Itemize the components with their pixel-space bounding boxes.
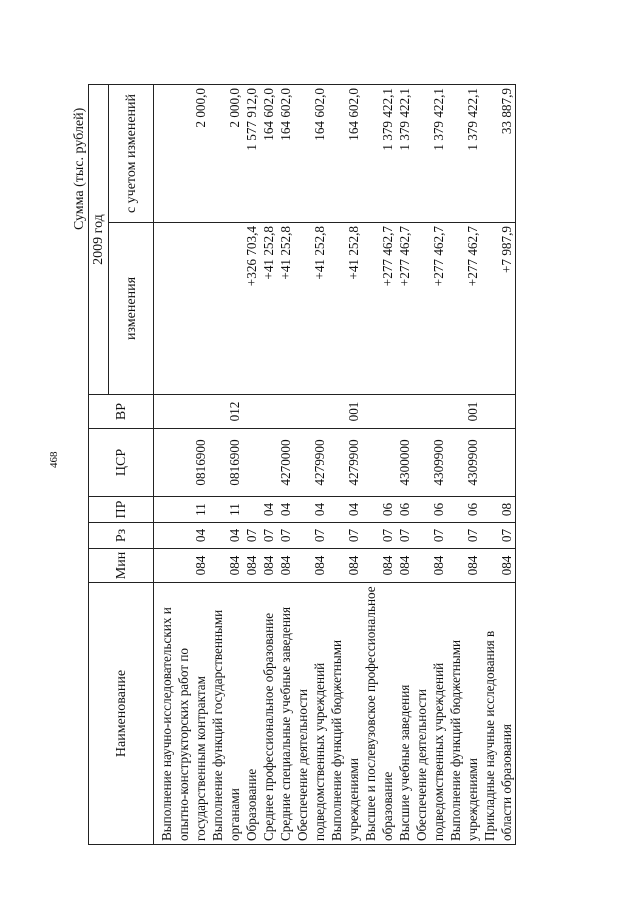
cell-total: 164 602,0 [277,85,294,223]
cell-rz: 07 [362,523,396,549]
cell-name: Высшее и послевузовское профессиональное образование [362,583,396,845]
table-row [328,85,362,845]
cell-vr [277,395,294,429]
table-row [154,85,210,845]
table-row [277,85,294,845]
cell-change: +277 462,7 [396,223,413,395]
cell-vr: 001 [328,395,362,429]
cell-total: 1 577 912,0 [243,85,260,223]
cell-name: Обеспечение деятельности подведомственных учреждений [294,583,328,845]
cell-min: 084 [260,549,277,583]
header-name: Наименование [89,583,154,845]
cell-min: 084 [277,549,294,583]
cell-csr: 4279900 [294,429,328,497]
cell-pr: 06 [413,497,447,523]
cell-name: Выполнение функций бюджетными учреждениями [328,583,362,845]
table-header [89,85,154,845]
cell-vr [154,395,210,429]
cell-csr [243,429,260,497]
cell-change: +41 252,8 [294,223,328,395]
cell-rz: 07 [277,523,294,549]
header-year: 2009 год [89,85,109,395]
cell-rz: 07 [481,523,516,549]
cell-csr: 4279900 [328,429,362,497]
table-row [260,85,277,845]
cell-rz: 07 [260,523,277,549]
unit-caption: Сумма (тыс. рублей) [72,107,87,230]
cell-vr [362,395,396,429]
table-row [209,85,243,845]
cell-name: Прикладные научные исследования в области образования [481,583,516,845]
cell-rz: 04 [209,523,243,549]
cell-total: 164 602,0 [294,85,328,223]
header-change: изменения [109,223,154,395]
cell-pr: 06 [447,497,481,523]
cell-pr: 04 [260,497,277,523]
table-row [447,85,481,845]
cell-rz: 04 [154,523,210,549]
cell-total: 33 887,9 [481,85,516,223]
table-row [396,85,413,845]
header-pr: ПР [89,497,154,523]
cell-rz: 07 [396,523,413,549]
cell-csr: 4309900 [447,429,481,497]
header-vr: ВР [89,395,154,429]
cell-total: 2 000,0 [209,85,243,223]
cell-csr: 4309900 [413,429,447,497]
cell-total: 164 602,0 [260,85,277,223]
cell-total: 164 602,0 [328,85,362,223]
cell-total: 1 379 422,1 [396,85,413,223]
cell-rz: 07 [447,523,481,549]
cell-change [209,223,243,395]
page-number: 468 [48,451,60,468]
cell-min: 084 [294,549,328,583]
cell-csr: 4270000 [277,429,294,497]
cell-total: 1 379 422,1 [447,85,481,223]
table-row [294,85,328,845]
header-rz: Рз [89,523,154,549]
cell-vr [260,395,277,429]
cell-vr: 012 [209,395,243,429]
cell-name: Средние специальные учебные заведения [277,583,294,845]
cell-pr: 06 [362,497,396,523]
table-row [413,85,447,845]
cell-change: +277 462,7 [447,223,481,395]
cell-min: 084 [209,549,243,583]
cell-rz: 07 [294,523,328,549]
cell-min: 084 [154,549,210,583]
cell-pr: 11 [154,497,210,523]
cell-pr [243,497,260,523]
cell-pr: 06 [396,497,413,523]
header-with-changes: с учетом изменений [109,85,154,223]
cell-change: +326 703,4 [243,223,260,395]
header-csr: ЦСР [89,429,154,497]
cell-pr: 08 [481,497,516,523]
cell-change: +41 252,8 [260,223,277,395]
cell-name: Высшие учебные заведения [396,583,413,845]
table-row [481,85,516,845]
cell-min: 084 [328,549,362,583]
cell-change [154,223,210,395]
cell-rz: 07 [413,523,447,549]
budget-table [88,84,516,845]
cell-change: +7 987,9 [481,223,516,395]
cell-csr: 4300000 [396,429,413,497]
cell-csr: 0816900 [154,429,210,497]
cell-pr: 11 [209,497,243,523]
cell-change: +41 252,8 [328,223,362,395]
cell-rz: 07 [328,523,362,549]
cell-csr [260,429,277,497]
cell-vr [243,395,260,429]
cell-total: 2 000,0 [154,85,210,223]
cell-pr: 04 [277,497,294,523]
cell-min: 084 [447,549,481,583]
cell-pr: 04 [294,497,328,523]
cell-name: Обеспечение деятельности подведомственных учреждений [413,583,447,845]
cell-min: 084 [481,549,516,583]
table-row [362,85,396,845]
header-min: Мин [89,549,154,583]
table-body [154,85,516,845]
cell-vr: 001 [447,395,481,429]
table-row [243,85,260,845]
cell-change: +277 462,7 [413,223,447,395]
cell-name: Выполнение функций бюджетными учреждениями [447,583,481,845]
cell-min: 084 [362,549,396,583]
cell-min: 084 [243,549,260,583]
cell-pr: 04 [328,497,362,523]
cell-name: Выполнение функций государственными органами [209,583,243,845]
cell-rz: 07 [243,523,260,549]
cell-csr [481,429,516,497]
cell-vr [481,395,516,429]
cell-vr [294,395,328,429]
cell-change: +41 252,8 [277,223,294,395]
cell-vr [396,395,413,429]
cell-name: Выполнение научно-исследовательских и опытно-конструкторских работ по государственным контрактам [154,583,210,845]
cell-vr [413,395,447,429]
cell-change: +277 462,7 [362,223,396,395]
cell-total: 1 379 422,1 [413,85,447,223]
cell-name: Образование [243,583,260,845]
cell-min: 084 [396,549,413,583]
cell-name: Среднее профессиональное образование [260,583,277,845]
cell-csr [362,429,396,497]
cell-csr: 0816900 [209,429,243,497]
cell-total: 1 379 422,1 [362,85,396,223]
cell-min: 084 [413,549,447,583]
